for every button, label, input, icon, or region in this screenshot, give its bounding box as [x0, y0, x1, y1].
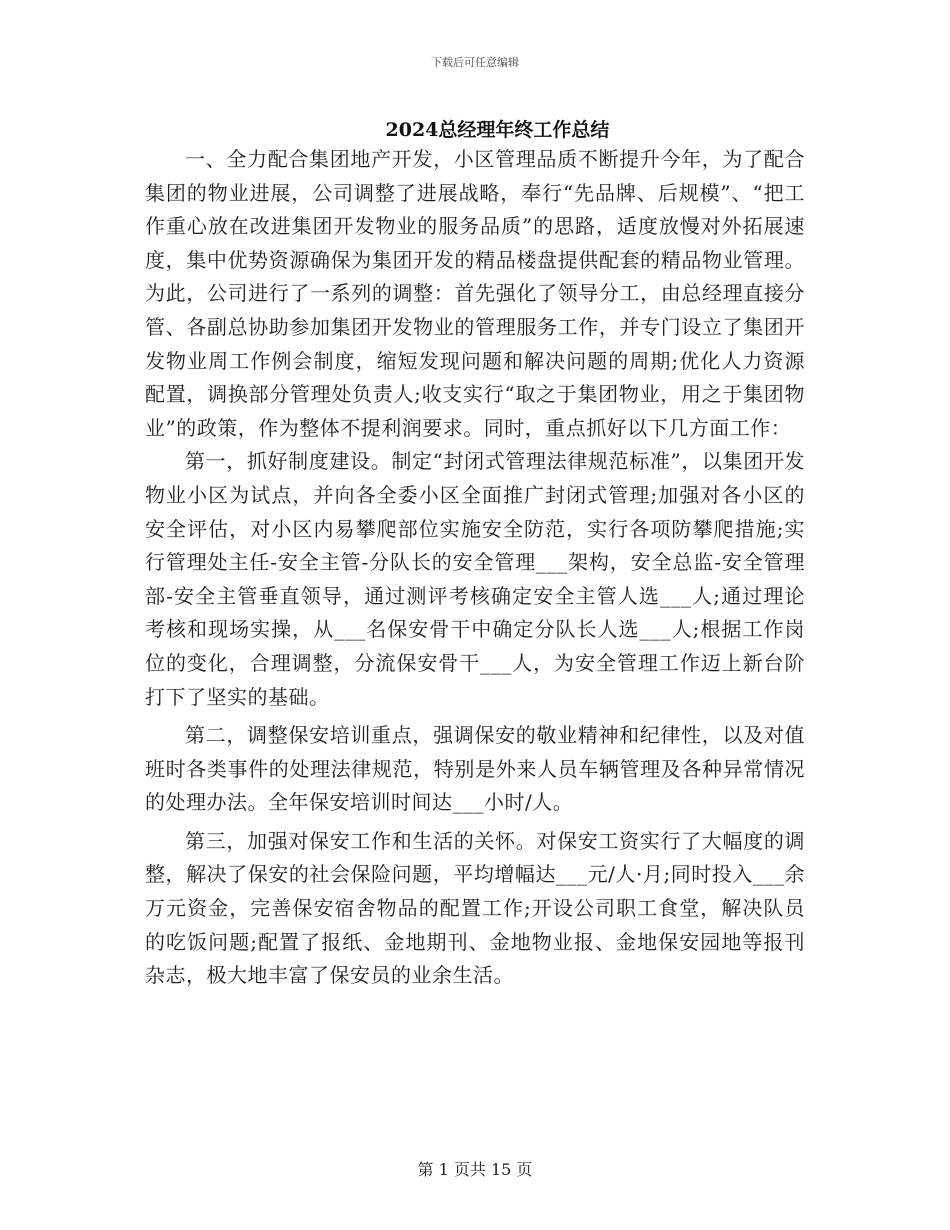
- document-body: [145, 143, 805, 993]
- page-indicator: 第 1 页共 15 页: [417, 1160, 533, 1179]
- paragraph-3: 第二，调整保安培训重点，强调保安的敬业精神和纪律性，以及对值班时各类事件的处理法律规范，特别是外来人员车辆管理及各种异常情况的处理办法。全年保安培训时间达___小时/人。: [145, 723, 805, 815]
- paragraph-2: 第一，抓好制度建设。制定“封闭式管理法律规范标准”，以集团开发物业小区为试点，并向各全委小区全面推广封闭式管理;加强对各小区的安全评估，对小区内易攀爬部位实施安全防范，实行各项防攀爬措施;实行管理处主任-安全主管-分队长的安全管理___架构，安全总监-安全管理部-安全主管垂直领导，通过测评考核确定安全主管人选___人;通过理论考核和现场实操，从___名保安骨干中确定分队长人选___人;根据工作岗位的变化，合理调整，分流保安骨干___人，为安全管理工作迈上新台阶打下了坚实的基础。: [145, 449, 805, 709]
- paragraph-1: 一、全力配合集团地产开发，小区管理品质不断提升今年，为了配合集团的物业进展，公司调整了进展战略，奉行“先品牌、后规模”、“把工作重心放在改进集团开发物业的服务品质”的思路，适度放慢对外拓展速度，集中优势资源确保为集团开发的精品楼盘提供配套的精品物业管理。为此，公司进行了一系列的调整：首先强化了领导分工，由总经理直接分管、各副总协助参加集团开发物业的管理服务工作，并专门设立了集团开发物业周工作例会制度，缩短发现问题和解决问题的周期;优化人力资源配置，调换部分管理处负责人;收支实行“取之于集团物业，用之于集团物业”的政策，作为整体不提利润要求。同时，重点抓好以下几方面工作：: [145, 147, 805, 440]
- header-note: 下载后可任意编辑: [431, 56, 519, 69]
- paragraph-4: 第三，加强对保安工作和生活的关怀。对保安工资实行了大幅度的调整，解决了保安的社会保险问题，平均增幅达___元/人·月;同时投入___余万元资金，完善保安宿舍物品的配置工作;开设公司职工食堂，解决队员的吃饭问题;配置了报纸、金地期刊、金地物业报、金地保安园地等报刊杂志，极大地丰富了保安员的业余生活。: [145, 828, 805, 988]
- document-title: 2024总经理年终工作总结: [385, 119, 610, 141]
